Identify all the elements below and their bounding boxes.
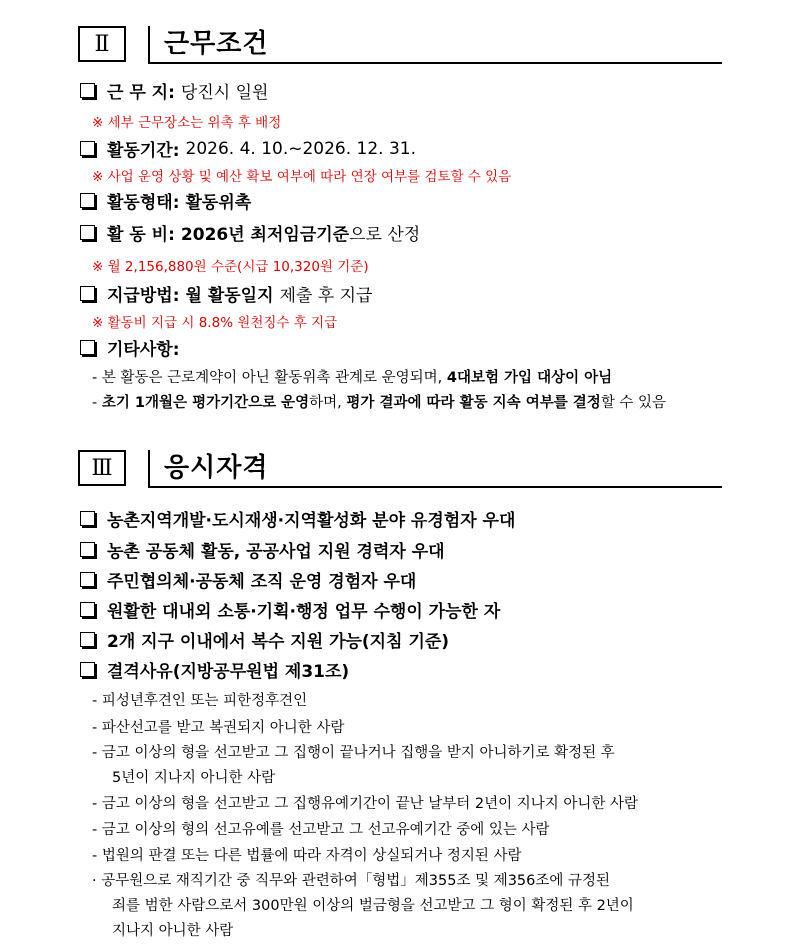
checkbox-icon bbox=[80, 572, 95, 587]
pay-note: ※ 활동비 지급 시 8.8% 원천징수 후 지급 bbox=[92, 315, 338, 331]
checkbox-icon bbox=[80, 511, 95, 526]
disqualification-line: · 공무원으로 재직기간 중 직무와 관련하여「형법」제355조 및 제356조에 규정된 bbox=[92, 873, 611, 889]
qualification-item: 원활한 대내외 소통·기획·행정 업무 수행이 가능한 자 bbox=[78, 597, 500, 622]
divider-bar bbox=[148, 450, 150, 488]
checkbox-icon bbox=[80, 193, 95, 208]
qualification-item: 주민협의체·공동체 조직 운영 경험자 우대 bbox=[78, 567, 416, 592]
location-note: ※ 세부 근무장소는 위촉 후 배정 bbox=[92, 115, 282, 131]
checkbox-icon bbox=[80, 286, 95, 301]
checkbox-icon bbox=[80, 83, 95, 98]
checkbox-icon bbox=[80, 602, 95, 617]
underline bbox=[148, 486, 722, 488]
section-number: Ⅲ bbox=[78, 450, 126, 486]
checkbox-icon bbox=[80, 141, 95, 156]
checkbox-icon bbox=[80, 662, 95, 677]
qualification-item-disqualification: 결격사유(지방공무원법 제31조) bbox=[78, 657, 349, 682]
qualification-item: 농촌지역개발·도시재생·지역활성화 분야 유경험자 우대 bbox=[78, 506, 515, 531]
period-note: ※ 사업 운영 상황 및 예산 확보 여부에 따라 연장 여부를 검토할 수 있음 bbox=[92, 169, 512, 185]
underline bbox=[148, 62, 722, 64]
section-number: Ⅱ bbox=[78, 26, 126, 62]
disqualification-line-cont: 5년이 지나지 아니한 사람 bbox=[112, 770, 276, 786]
divider-bar bbox=[148, 26, 150, 64]
disqualification-line: - 금고 이상의 형을 선고받고 그 집행이 끝나거나 집행을 받지 아니하기로 확정된 후 bbox=[92, 745, 615, 761]
etc-line-1: - 본 활동은 근로계약이 아닌 활동위촉 관계로 운영되며, 4대보험 가입 대상이 아님 bbox=[92, 370, 613, 386]
disqualification-line: - 파산선고를 받고 복권되지 아니한 사람 bbox=[92, 720, 345, 736]
item-etc: 기타사항: bbox=[78, 335, 180, 360]
item-pay: 지급방법: 월 활동일지 제출 후 지급 bbox=[78, 281, 372, 306]
section-header-work-conditions bbox=[78, 26, 722, 68]
checkbox-icon bbox=[80, 340, 95, 355]
disqualification-line: - 금고 이상의 형의 선고유예를 선고받고 그 선고유예기간 중에 있는 사람 bbox=[92, 822, 550, 838]
disqualification-line: - 법원의 판결 또는 다른 법률에 따라 자격이 상실되거나 정지된 사람 bbox=[92, 848, 522, 864]
disqualification-line-cont: 죄를 범한 사람으로서 300만원 이상의 벌금형을 선고받고 그 형이 확정된 후 2년이 bbox=[112, 898, 634, 914]
section-header-qualifications bbox=[78, 450, 722, 492]
qualification-item: 2개 지구 이내에서 복수 지원 가능(지침 기준) bbox=[78, 627, 449, 652]
etc-line-2: - 초기 1개월은 평가기간으로 운영하며, 평가 결과에 따라 활동 지속 여부를 결정할 수 있음 bbox=[92, 395, 667, 411]
section-title: 응시자격 bbox=[164, 453, 269, 483]
qualification-item: 농촌 공동체 활동, 공공사업 지원 경력자 우대 bbox=[78, 537, 445, 562]
checkbox-icon bbox=[80, 632, 95, 647]
item-location: 근 무 지: 당진시 일원 bbox=[78, 78, 268, 103]
disqualification-line: - 피성년후견인 또는 피한정후견인 bbox=[92, 693, 308, 709]
checkbox-icon bbox=[80, 225, 95, 240]
item-cost: 활 동 비: 2026년 최저임금기준 으로 산정 bbox=[78, 220, 420, 245]
item-type: 활동형태: 활동위촉 bbox=[78, 188, 251, 213]
disqualification-line-cont: 지나지 아니한 사람 bbox=[112, 923, 234, 939]
cost-note: ※ 월 2,156,880원 수준(시급 10,320원 기준) bbox=[92, 259, 369, 275]
disqualification-line: - 금고 이상의 형을 선고받고 그 집행유예기간이 끝난 날부터 2년이 지나지 아니한 사람 bbox=[92, 796, 639, 812]
checkbox-icon bbox=[80, 542, 95, 557]
item-period: 활동기간: 2026. 4. 10.~2026. 12. 31. bbox=[78, 136, 416, 161]
section-title: 근무조건 bbox=[164, 29, 269, 59]
